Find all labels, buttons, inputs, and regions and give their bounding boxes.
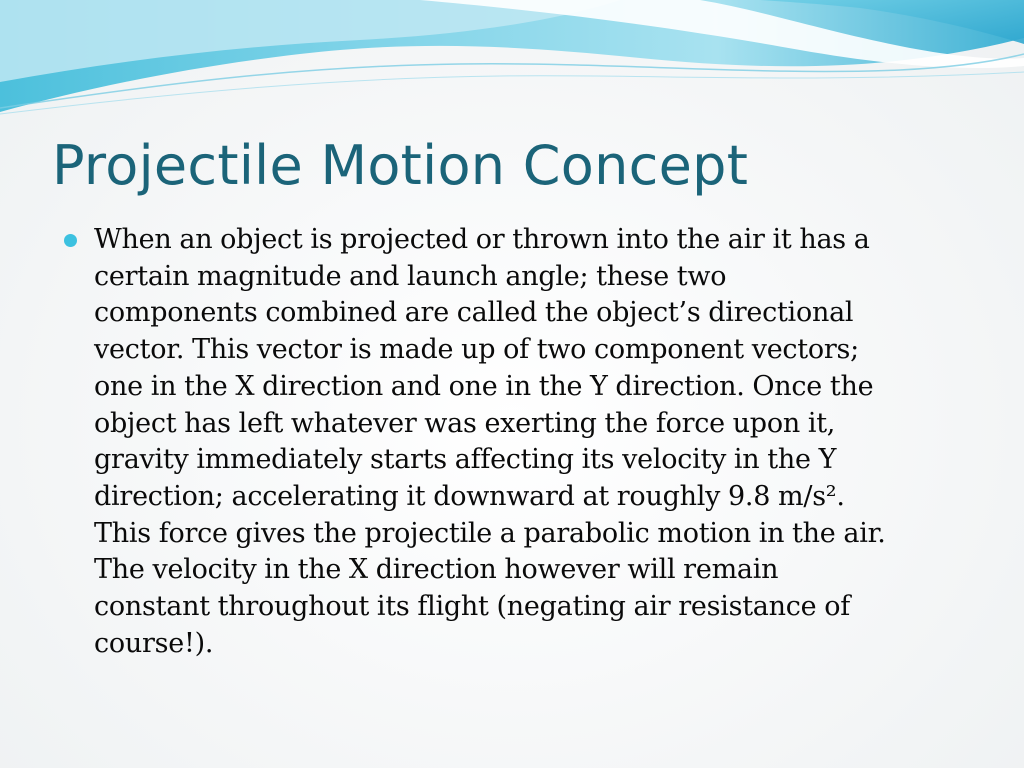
- decorative-wave-header: [0, 0, 1024, 130]
- bullet-dot-icon: [64, 234, 77, 247]
- bullet-text: When an object is projected or thrown into the air it has a certain magnitude and launch angle; these two components combined are called the object’s directional vector. This vector is made up of two component vectors; one in the X direction and one in the Y direction. Once the object has left whatever was exerting the force upon it, gravity immediately starts affecting its velocity in the Y direction; accelerating it downward at roughly 9.8 m/s². This force gives the projectile a parabolic motion in the air. The velocity in the X direction however will remain constant throughout its flight (negating air resistance of course!).: [94, 224, 886, 659]
- slide-content: [58, 222, 978, 692]
- wave-line-2: [0, 72, 1024, 114]
- slide-title: Projectile Motion Concept: [52, 134, 749, 197]
